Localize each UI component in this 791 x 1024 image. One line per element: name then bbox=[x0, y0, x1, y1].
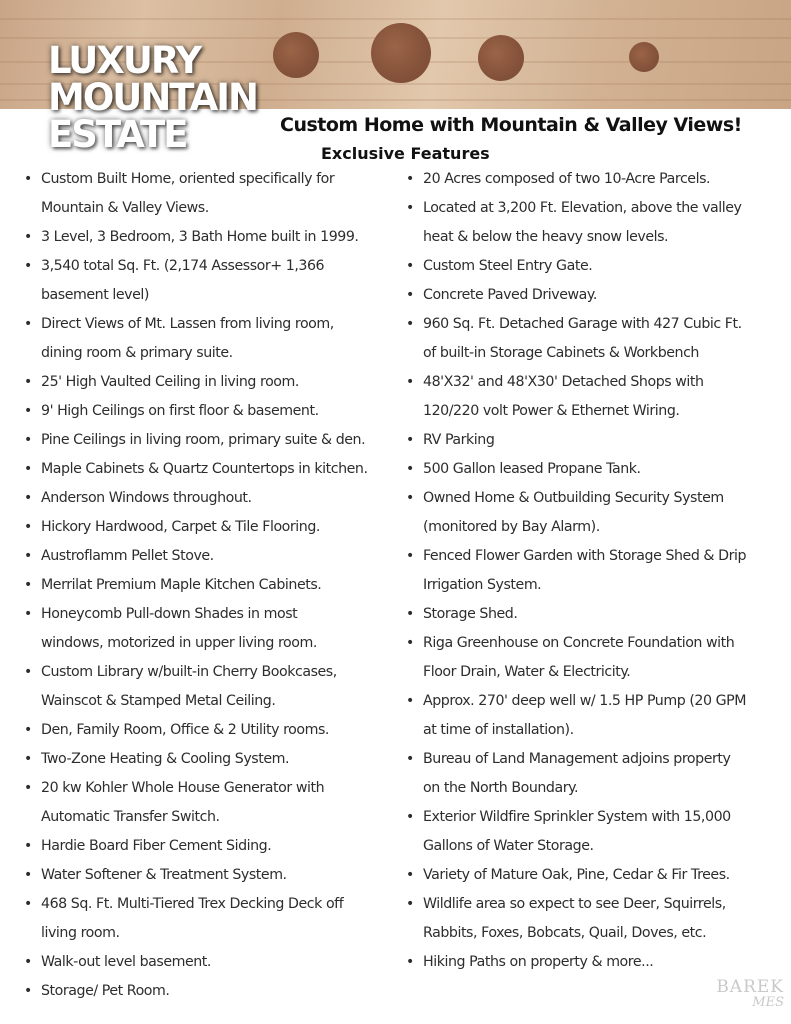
feature-item bbox=[404, 310, 791, 368]
feature-text: Located at 3,200 Ft. Elevation, above the valley bbox=[423, 200, 742, 216]
wood-knot bbox=[629, 42, 659, 72]
feature-item bbox=[404, 629, 791, 687]
feature-text: Custom Steel Entry Gate. bbox=[423, 258, 593, 274]
feature-item bbox=[404, 861, 791, 890]
feature-item bbox=[22, 832, 412, 861]
feature-item bbox=[22, 484, 412, 513]
feature-item bbox=[22, 223, 412, 252]
feature-text: Custom Built Home, oriented specifically for bbox=[41, 171, 335, 187]
feature-text: 20 kw Kohler Whole House Generator with bbox=[41, 780, 325, 796]
feature-text: Floor Drain, Water & Electricity. bbox=[423, 664, 631, 680]
feature-text: Exterior Wildfire Sprinkler System with 15,000 bbox=[423, 809, 731, 825]
feature-item bbox=[22, 716, 412, 745]
title-line-2: MOUNTAIN bbox=[48, 76, 258, 119]
feature-text: 120/220 volt Power & Ethernet Wiring. bbox=[423, 403, 680, 419]
feature-text: (monitored by Bay Alarm). bbox=[423, 519, 600, 535]
feature-item bbox=[404, 542, 791, 600]
feature-text: 468 Sq. Ft. Multi-Tiered Trex Decking Deck off bbox=[41, 896, 344, 912]
feature-text: Riga Greenhouse on Concrete Foundation with bbox=[423, 635, 735, 651]
feature-text: Rabbits, Foxes, Bobcats, Quail, Doves, etc. bbox=[423, 925, 707, 941]
feature-item bbox=[404, 745, 791, 803]
feature-item bbox=[404, 165, 791, 194]
feature-text: Direct Views of Mt. Lassen from living room, bbox=[41, 316, 334, 332]
feature-text: 3 Level, 3 Bedroom, 3 Bath Home built in 1999. bbox=[41, 229, 359, 245]
feature-item bbox=[404, 194, 791, 252]
feature-item bbox=[22, 513, 412, 542]
feature-text: Variety of Mature Oak, Pine, Cedar & Fir Trees. bbox=[423, 867, 730, 883]
feature-item bbox=[22, 977, 412, 1006]
feature-text: basement level) bbox=[41, 287, 149, 303]
feature-text: Owned Home & Outbuilding Security System bbox=[423, 490, 724, 506]
feature-item bbox=[404, 687, 791, 745]
feature-text: Mountain & Valley Views. bbox=[41, 200, 209, 216]
feature-text: 48'X32' and 48'X30' Detached Shops with bbox=[423, 374, 704, 390]
feature-item bbox=[22, 455, 412, 484]
feature-item bbox=[22, 600, 412, 658]
page-title bbox=[48, 39, 258, 156]
feature-item bbox=[22, 252, 412, 310]
feature-item bbox=[22, 310, 412, 368]
title-line-1: LUXURY bbox=[48, 39, 201, 82]
feature-text: RV Parking bbox=[423, 432, 495, 448]
feature-text: Bureau of Land Management adjoins property bbox=[423, 751, 731, 767]
feature-text: 960 Sq. Ft. Detached Garage with 427 Cubic Ft. bbox=[423, 316, 742, 332]
feature-text: heat & below the heavy snow levels. bbox=[423, 229, 669, 245]
feature-item bbox=[22, 658, 412, 716]
feature-text: Honeycomb Pull-down Shades in most bbox=[41, 606, 298, 622]
feature-text: Storage Shed. bbox=[423, 606, 518, 622]
feature-item bbox=[22, 571, 412, 600]
feature-item bbox=[22, 774, 412, 832]
feature-item bbox=[404, 803, 791, 861]
feature-item bbox=[404, 600, 791, 629]
feature-text: Water Softener & Treatment System. bbox=[41, 867, 287, 883]
feature-text: 25' High Vaulted Ceiling in living room. bbox=[41, 374, 299, 390]
feature-text: dining room & primary suite. bbox=[41, 345, 233, 361]
feature-text: Merrilat Premium Maple Kitchen Cabinets. bbox=[41, 577, 322, 593]
logo-line-1: BAREK bbox=[716, 977, 784, 997]
feature-text: Two-Zone Heating & Cooling System. bbox=[41, 751, 290, 767]
feature-item bbox=[22, 426, 412, 455]
wood-knot bbox=[478, 35, 524, 81]
feature-text: Maple Cabinets & Quartz Countertops in kitchen. bbox=[41, 461, 368, 477]
feature-text: Den, Family Room, Office & 2 Utility rooms. bbox=[41, 722, 329, 738]
feature-text: 500 Gallon leased Propane Tank. bbox=[423, 461, 641, 477]
feature-text: Irrigation System. bbox=[423, 577, 542, 593]
feature-item bbox=[404, 281, 791, 310]
title-line-3: ESTATE bbox=[48, 113, 187, 156]
brokerage-logo bbox=[706, 978, 784, 1014]
feature-text: Gallons of Water Storage. bbox=[423, 838, 594, 854]
feature-text: Wildlife area so expect to see Deer, Squirrels, bbox=[423, 896, 726, 912]
feature-text: 20 Acres composed of two 10-Acre Parcels. bbox=[423, 171, 711, 187]
feature-item bbox=[22, 542, 412, 571]
feature-text: Austroflamm Pellet Stove. bbox=[41, 548, 214, 564]
feature-item bbox=[22, 165, 412, 223]
features-right-list bbox=[404, 165, 791, 977]
feature-text: living room. bbox=[41, 925, 120, 941]
feature-text: Approx. 270' deep well w/ 1.5 HP Pump (20 GPM bbox=[423, 693, 747, 709]
feature-item bbox=[22, 745, 412, 774]
feature-text: Hardie Board Fiber Cement Siding. bbox=[41, 838, 272, 854]
feature-text: on the North Boundary. bbox=[423, 780, 579, 796]
feature-text: of built-in Storage Cabinets & Workbench bbox=[423, 345, 699, 361]
wood-knot bbox=[273, 32, 319, 78]
feature-text: Storage/ Pet Room. bbox=[41, 983, 170, 999]
feature-text: Pine Ceilings in living room, primary suite & den. bbox=[41, 432, 366, 448]
feature-item bbox=[404, 455, 791, 484]
feature-text: Hickory Hardwood, Carpet & Tile Flooring. bbox=[41, 519, 320, 535]
feature-item bbox=[22, 890, 412, 948]
feature-text: Custom Library w/built-in Cherry Bookcases, bbox=[41, 664, 337, 680]
feature-item bbox=[404, 948, 791, 977]
feature-text: Concrete Paved Driveway. bbox=[423, 287, 597, 303]
feature-text: Fenced Flower Garden with Storage Shed & Drip bbox=[423, 548, 747, 564]
feature-item bbox=[404, 890, 791, 948]
wood-knot bbox=[371, 23, 431, 83]
feature-text: at time of installation). bbox=[423, 722, 574, 738]
feature-text: windows, motorized in upper living room. bbox=[41, 635, 317, 651]
subtitle: Custom Home with Mountain & Valley Views! bbox=[280, 114, 742, 136]
section-heading: Exclusive Features bbox=[321, 144, 490, 163]
feature-item bbox=[404, 252, 791, 281]
feature-text: 9' High Ceilings on first floor & basement. bbox=[41, 403, 319, 419]
feature-item bbox=[404, 484, 791, 542]
feature-text: Hiking Paths on property & more... bbox=[423, 954, 654, 970]
feature-item bbox=[22, 368, 412, 397]
feature-text: Anderson Windows throughout. bbox=[41, 490, 252, 506]
feature-text: 3,540 total Sq. Ft. (2,174 Assessor+ 1,366 bbox=[41, 258, 325, 274]
feature-text: Wainscot & Stamped Metal Ceiling. bbox=[41, 693, 276, 709]
feature-item bbox=[404, 426, 791, 455]
feature-item bbox=[22, 948, 412, 977]
logo-line-2: MES bbox=[752, 995, 784, 1010]
feature-item bbox=[404, 368, 791, 426]
feature-item bbox=[22, 397, 412, 426]
features-left-list bbox=[22, 165, 412, 1006]
feature-text: Automatic Transfer Switch. bbox=[41, 809, 220, 825]
feature-item bbox=[22, 861, 412, 890]
feature-text: Walk-out level basement. bbox=[41, 954, 211, 970]
